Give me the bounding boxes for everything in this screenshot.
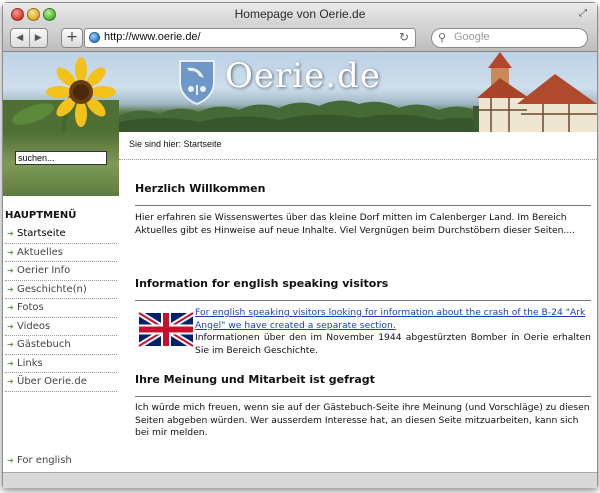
fullscreen-icon[interactable]: ⤢ bbox=[579, 8, 587, 19]
welcome-text: Hier erfahren sie Wissenswertes über das kleine Dorf mitten im Calenberger Land. Im Bereich Aktuelles gibt es Hinweise auf neue Inhalte. Viel Vergnügen beim Durchstöbern dieser Seiten.... bbox=[135, 212, 576, 236]
breadcrumb: Sie sind hier: Startseite bbox=[129, 139, 222, 149]
reload-icon[interactable]: ↻ bbox=[398, 30, 409, 44]
english-info-text: Informationen über den im November 1944 abgestürzten Bomber in Oerie erhalten Sie im Bereich Geschichte. bbox=[195, 332, 591, 356]
menu-item-fotos[interactable] bbox=[5, 299, 117, 318]
english-section-link[interactable]: For english speaking visitors looking for information about the crash of the B-24 "Ark Angel" we have created a separate section. bbox=[195, 307, 586, 331]
globe-icon bbox=[89, 32, 100, 43]
arrow-right-icon: ➜ bbox=[7, 340, 14, 349]
menu-item-label[interactable]: Links bbox=[17, 357, 43, 369]
arrow-right-icon: ➜ bbox=[7, 303, 14, 312]
arrow-right-icon: ➜ bbox=[7, 247, 14, 257]
arrow-right-icon: ➜ bbox=[7, 321, 14, 331]
menu-item-aktuelles[interactable] bbox=[5, 244, 117, 263]
window-title: Homepage von Oerie.de bbox=[234, 7, 366, 21]
url-text[interactable]: http://www.oerie.de/ bbox=[104, 31, 201, 43]
menu-item-label[interactable]: Startseite bbox=[17, 228, 66, 239]
browser-window bbox=[2, 2, 598, 488]
opinion-text: Ich würde mich freuen, wenn sie auf der Gästebuch-Seite ihre Meinung (und Vorschläge) zu diesen Seiten abgeben würden. Wer ausserdem Interesse hat, an diesen Seite mitzuarbeiten, kann sich bei mir melden. bbox=[135, 402, 590, 438]
union-flag-icon bbox=[139, 313, 193, 346]
menu-heading: HAUPTMENÜ bbox=[5, 210, 77, 221]
menu-item-label[interactable]: Oerier Info bbox=[17, 265, 71, 276]
section-divider bbox=[135, 205, 591, 206]
arrow-right-icon: ➜ bbox=[7, 456, 14, 465]
search-field[interactable] bbox=[431, 28, 588, 48]
breadcrumb-divider bbox=[119, 159, 597, 160]
sidebar-search-input[interactable]: suchen... bbox=[15, 151, 107, 165]
english-heading: Information for english speaking visitors bbox=[135, 277, 389, 290]
site-header bbox=[3, 52, 597, 132]
back-forward-control bbox=[10, 28, 48, 48]
main-menu bbox=[3, 196, 119, 472]
menu-item-label[interactable]: Fotos bbox=[17, 302, 44, 313]
arrow-right-icon: ➜ bbox=[7, 284, 14, 294]
search-placeholder[interactable]: Google bbox=[454, 31, 490, 43]
welcome-heading: Herzlich Willkommen bbox=[135, 182, 266, 195]
menu-item-geschichten[interactable] bbox=[5, 281, 117, 300]
search-icon: ⚲ bbox=[438, 31, 447, 44]
add-bookmark-button[interactable]: + bbox=[61, 28, 83, 48]
menu-item-gaestebuch[interactable] bbox=[5, 336, 117, 355]
arrow-right-icon: ➜ bbox=[7, 266, 14, 275]
forward-arrow-icon[interactable]: ▶ bbox=[34, 33, 42, 43]
menu-item-links[interactable] bbox=[5, 355, 117, 374]
arrow-right-icon: ➜ bbox=[7, 229, 14, 238]
site-logo-text[interactable]: Oerie.de bbox=[225, 56, 381, 96]
menu-item-label[interactable]: Über Oerie.de bbox=[17, 376, 87, 387]
menu-item-oerier-info[interactable] bbox=[5, 262, 117, 281]
address-bar[interactable] bbox=[84, 28, 416, 48]
section-divider bbox=[135, 300, 591, 301]
main-content bbox=[119, 132, 597, 472]
page-viewport bbox=[3, 52, 597, 472]
menu-item-label[interactable]: Videos bbox=[17, 320, 51, 332]
sunflower-icon bbox=[3, 52, 119, 132]
menu-item-label[interactable]: Gästebuch bbox=[17, 339, 71, 350]
menu-item-label[interactable]: Geschichte(n) bbox=[17, 283, 87, 295]
menu-item-label[interactable]: Aktuelles bbox=[17, 246, 63, 258]
church-tower-image bbox=[473, 52, 597, 132]
browser-toolbar bbox=[3, 25, 597, 52]
title-bar[interactable] bbox=[3, 3, 597, 25]
menu-item-startseite[interactable] bbox=[5, 225, 117, 244]
back-arrow-icon[interactable]: ◀ bbox=[11, 29, 30, 47]
menu-item-ueber-oerie[interactable] bbox=[5, 373, 117, 392]
opinion-heading: Ihre Meinung und Mitarbeit ist gefragt bbox=[135, 373, 375, 386]
menu-item-label[interactable]: For english bbox=[17, 455, 72, 466]
arrow-right-icon: ➜ bbox=[7, 377, 14, 386]
horizontal-scrollbar[interactable] bbox=[3, 472, 597, 488]
menu-item-videos[interactable] bbox=[5, 318, 117, 337]
menu-list bbox=[5, 225, 117, 392]
section-divider bbox=[135, 396, 591, 397]
arrow-right-icon: ➜ bbox=[7, 358, 14, 368]
